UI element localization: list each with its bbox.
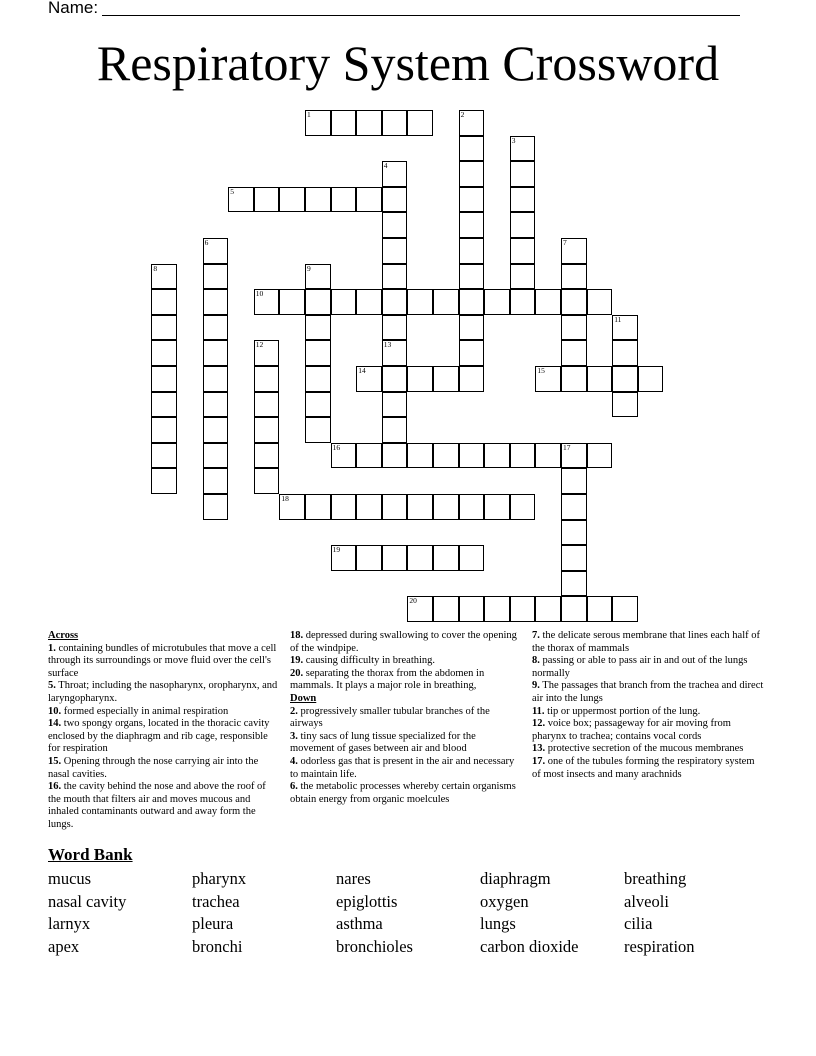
grid-cell[interactable] (612, 366, 638, 392)
clue-down-11: 11. tip or uppermost portion of the lung. (532, 705, 701, 717)
clue-across-16: 16. the cavity behind the nose and above the roof of the mouth that filters air and moves mucous and inhaled contaminants outward and away form the lungs. (48, 781, 266, 830)
word-bank-item: mucus (48, 869, 92, 888)
grid-cell[interactable] (254, 289, 280, 315)
clue-across-10: 10. formed especially in animal respiration (48, 705, 229, 717)
grid-cell[interactable] (151, 289, 177, 315)
grid-cell[interactable] (561, 468, 587, 494)
grid-cell[interactable] (510, 161, 536, 187)
grid-cell[interactable] (561, 289, 587, 315)
grid-cell[interactable] (459, 443, 485, 469)
word-bank-item: lungs (480, 914, 516, 934)
name-underline[interactable] (102, 15, 740, 16)
clue-number: 8 (153, 263, 158, 273)
grid-cell[interactable] (279, 494, 305, 520)
clue-down-13: 13. protective secretion of the mucous membranes (532, 743, 744, 755)
clue-down-9: 9. The passages that branch from the trachea and direct air into the lungs (532, 680, 764, 704)
clues-column-2 (290, 630, 522, 806)
grid-cell[interactable] (382, 545, 408, 571)
grid-cell[interactable] (382, 494, 408, 520)
grid-cell[interactable] (382, 238, 408, 264)
grid-cell[interactable] (331, 110, 357, 136)
grid-cell[interactable] (254, 468, 280, 494)
word-bank-item: breathing (624, 869, 687, 888)
grid-cell[interactable] (203, 238, 229, 264)
word-bank-item: nasal cavity (48, 891, 127, 911)
grid-cell[interactable] (382, 187, 408, 213)
clue-number: 14 (358, 366, 366, 375)
clue-number: 4 (383, 161, 388, 171)
grid-cell[interactable] (151, 443, 177, 469)
grid-cell[interactable] (587, 443, 613, 469)
grid-cell[interactable] (561, 443, 587, 469)
grid-cell[interactable] (203, 443, 229, 469)
grid-cell[interactable] (561, 340, 587, 366)
grid-cell[interactable] (459, 110, 485, 136)
grid-cell[interactable] (356, 545, 382, 571)
grid-cell[interactable] (382, 340, 408, 366)
grid-cell[interactable] (203, 468, 229, 494)
grid-cell[interactable] (331, 289, 357, 315)
grid-cell[interactable] (561, 596, 587, 622)
clue-across-5: 5. Throat; including the nasopharynx, oropharynx, and laryngopharynx. (48, 680, 278, 704)
grid-cell[interactable] (203, 289, 229, 315)
grid-cell[interactable] (612, 315, 638, 341)
grid-cell[interactable] (459, 340, 485, 366)
grid-cell[interactable] (407, 366, 433, 392)
grid-cell[interactable] (305, 340, 331, 366)
grid-cell[interactable] (459, 136, 485, 162)
grid-cell[interactable] (433, 494, 459, 520)
grid-cell[interactable] (433, 289, 459, 315)
grid-cell[interactable] (254, 443, 280, 469)
grid-cell[interactable] (305, 187, 331, 213)
word-bank-item: cilia (624, 914, 653, 934)
clue-across-15: 15. Opening through the nose carrying air into the nasal cavities. (48, 755, 259, 780)
grid-cell[interactable] (407, 443, 433, 469)
grid-cell[interactable] (433, 545, 459, 571)
grid-cell[interactable] (407, 596, 433, 622)
grid-cell[interactable] (151, 264, 177, 290)
clue-down-2: 2. progressively smaller tubular branches of the airways (290, 705, 490, 730)
clue-number: 2 (460, 110, 465, 119)
grid-cell[interactable] (561, 315, 587, 341)
grid-cell[interactable] (587, 289, 613, 315)
name-label: Name: (48, 0, 99, 17)
word-bank-item: larnyx (48, 914, 91, 934)
clue-number: 15 (537, 366, 545, 375)
word-bank-item: epiglottis (336, 891, 398, 911)
clue-number: 11 (614, 314, 622, 324)
clue-number: 1 (307, 110, 311, 119)
word-bank-item: nares (336, 869, 371, 888)
clue-across-20: 20. separating the thorax from the abdomen in mammals. It plays a major role in breathing, (290, 667, 485, 692)
clue-number: 6 (204, 238, 209, 247)
clues-column-1 (48, 630, 280, 832)
word-bank (48, 868, 768, 958)
grid-cell[interactable] (459, 315, 485, 341)
word-bank-item: bronchioles (336, 936, 413, 956)
across-heading: Across (48, 630, 79, 641)
grid-cell[interactable] (203, 340, 229, 366)
grid-cell[interactable] (356, 366, 382, 392)
clue-across-1: 1. containing bundles of microtubules that move a cell through its surroundings or move fluid over the cell's surface (48, 642, 277, 679)
grid-cell[interactable] (203, 417, 229, 443)
grid-cell[interactable] (510, 212, 536, 238)
clue-down-6: 6. the metabolic processes whereby certain organisms obtain energy from organic moelcules (290, 781, 516, 805)
clue-down-12: 12. voice box; passageway for air moving from pharynx to trachea; contains vocal cords (532, 718, 731, 742)
grid-cell[interactable] (510, 596, 536, 622)
grid-cell[interactable] (459, 289, 485, 315)
word-bank-title: Word Bank (48, 845, 133, 864)
grid-cell[interactable] (305, 417, 331, 443)
grid-cell[interactable] (561, 264, 587, 290)
grid-cell[interactable] (459, 366, 485, 392)
clues-column-3 (532, 630, 764, 781)
grid-cell[interactable] (279, 289, 305, 315)
grid-cell[interactable] (433, 443, 459, 469)
grid-cell[interactable] (638, 366, 664, 392)
grid-cell[interactable] (510, 443, 536, 469)
grid-cell[interactable] (535, 289, 561, 315)
grid-cell[interactable] (382, 392, 408, 418)
grid-cell[interactable] (407, 545, 433, 571)
grid-cell[interactable] (535, 366, 561, 392)
grid-cell[interactable] (331, 494, 357, 520)
word-bank-item: bronchi (192, 936, 243, 956)
grid-cell[interactable] (484, 596, 510, 622)
grid-cell[interactable] (254, 417, 280, 443)
grid-cell[interactable] (612, 392, 638, 418)
grid-cell[interactable] (151, 468, 177, 494)
grid-cell[interactable] (254, 392, 280, 418)
clue-across-14: 14. two spongy organs, located in the thoracic cavity enclosed by the diaphragm and rib cage, responsible for respiration (48, 718, 270, 755)
grid-cell[interactable] (151, 392, 177, 418)
grid-cell[interactable] (151, 417, 177, 443)
grid-cell[interactable] (561, 520, 587, 546)
grid-cell[interactable] (305, 264, 331, 290)
grid-cell[interactable] (305, 392, 331, 418)
word-bank-item: apex (48, 936, 80, 956)
word-bank-item: respiration (624, 936, 695, 956)
grid-cell[interactable] (510, 187, 536, 213)
grid-cell[interactable] (356, 289, 382, 315)
word-bank-item: trachea (192, 891, 240, 911)
grid-cell[interactable] (305, 366, 331, 392)
grid-cell[interactable] (382, 110, 408, 136)
grid-cell[interactable] (459, 494, 485, 520)
grid-cell[interactable] (151, 340, 177, 366)
grid-cell[interactable] (459, 596, 485, 622)
page-title: Respiratory System Crossword (96, 35, 720, 91)
grid-cell[interactable] (382, 289, 408, 315)
clue-number: 18 (281, 494, 289, 503)
grid-cell[interactable] (331, 545, 357, 571)
grid-cell[interactable] (459, 187, 485, 213)
grid-cell[interactable] (305, 494, 331, 520)
grid-cell[interactable] (382, 366, 408, 392)
grid-cell[interactable] (612, 340, 638, 366)
grid-cell[interactable] (510, 494, 536, 520)
grid-cell[interactable] (433, 366, 459, 392)
clue-down-8: 8. passing or able to pass air in and out of the lungs normally (532, 655, 748, 679)
grid-cell[interactable] (484, 289, 510, 315)
clue-number: 10 (255, 289, 264, 299)
grid-cell[interactable] (459, 264, 485, 290)
grid-cell[interactable] (254, 366, 280, 392)
grid-cell[interactable] (382, 264, 408, 290)
grid-cell[interactable] (305, 315, 331, 341)
clue-number: 19 (332, 545, 341, 555)
grid-cell[interactable] (382, 212, 408, 238)
grid-cell[interactable] (356, 494, 382, 520)
grid-cell[interactable] (612, 596, 638, 622)
clue-number: 16 (332, 442, 341, 452)
grid-cell[interactable] (535, 596, 561, 622)
grid-cell[interactable] (151, 315, 177, 341)
grid-cell[interactable] (459, 238, 485, 264)
grid-cell[interactable] (203, 264, 229, 290)
grid-cell[interactable] (331, 443, 357, 469)
grid-cell[interactable] (151, 366, 177, 392)
grid-cell[interactable] (510, 264, 536, 290)
grid-cell[interactable] (510, 238, 536, 264)
word-bank-item: alveoli (624, 891, 669, 911)
grid-cell[interactable] (305, 289, 331, 315)
word-bank-item: oxygen (480, 891, 529, 911)
grid-cell[interactable] (407, 110, 433, 136)
grid-cell[interactable] (382, 417, 408, 443)
grid-cell[interactable] (254, 187, 280, 213)
clue-number: 17 (563, 442, 571, 452)
grid-cell[interactable] (203, 494, 229, 520)
grid-cell[interactable] (587, 596, 613, 622)
grid-cell[interactable] (535, 443, 561, 469)
grid-cell[interactable] (510, 136, 536, 162)
word-bank-item: pleura (192, 914, 234, 934)
grid-cell[interactable] (484, 443, 510, 469)
grid-cell[interactable] (561, 494, 587, 520)
grid-cell[interactable] (382, 315, 408, 341)
grid-cell[interactable] (459, 212, 485, 238)
grid-cell[interactable] (228, 187, 254, 213)
grid-cell[interactable] (331, 187, 357, 213)
grid-cell[interactable] (561, 366, 587, 392)
grid-cell[interactable] (356, 443, 382, 469)
grid-cell[interactable] (407, 494, 433, 520)
clue-number: 20 (409, 596, 417, 606)
clue-number: 9 (307, 263, 311, 273)
clue-number: 12 (255, 340, 264, 350)
clue-number: 7 (563, 238, 567, 247)
clue-down-17: 17. one of the tubules forming the respiratory system of most insects and many arachnids (532, 755, 755, 780)
grid-cell[interactable] (484, 494, 510, 520)
grid-cell[interactable] (510, 289, 536, 315)
grid-cell[interactable] (561, 545, 587, 571)
grid-cell[interactable] (433, 596, 459, 622)
grid-cell[interactable] (382, 161, 408, 187)
word-bank-item: carbon dioxide (480, 936, 579, 956)
grid-cell[interactable] (305, 110, 331, 136)
grid-cell[interactable] (587, 366, 613, 392)
clue-number: 13 (383, 340, 392, 350)
clue-across-18: 18. depressed during swallowing to cover the opening of the windpipe. (290, 630, 517, 654)
grid-cell[interactable] (356, 110, 382, 136)
word-bank-item: diaphragm (480, 869, 551, 888)
down-heading: Down (290, 692, 317, 704)
clue-down-3: 3. tiny sacs of lung tissue specialized for the movement of gases between air and blood (290, 730, 476, 755)
clue-down-4: 4. odorless gas that is present in the air and necessary to maintain life. (290, 755, 515, 780)
clue-number: 3 (511, 135, 516, 145)
grid-cell[interactable] (561, 238, 587, 264)
grid-cell[interactable] (459, 545, 485, 571)
clue-down-7: 7. the delicate serous membrane that lines each half of the thorax of mammals (532, 630, 760, 654)
grid-cell[interactable] (561, 571, 587, 597)
clue-across-19: 19. causing difficulty in breathing. (290, 655, 436, 667)
grid-cell[interactable] (382, 443, 408, 469)
grid-cell[interactable] (279, 187, 305, 213)
word-bank-item: asthma (336, 914, 383, 934)
name-line (48, 0, 98, 18)
grid-cell[interactable] (203, 315, 229, 341)
grid-cell[interactable] (407, 289, 433, 315)
grid-cell[interactable] (203, 392, 229, 418)
grid-cell[interactable] (356, 187, 382, 213)
clue-number: 5 (230, 186, 234, 196)
grid-cell[interactable] (459, 161, 485, 187)
grid-cell[interactable] (203, 366, 229, 392)
grid-cell[interactable] (254, 340, 280, 366)
word-bank-item: pharynx (192, 869, 247, 888)
